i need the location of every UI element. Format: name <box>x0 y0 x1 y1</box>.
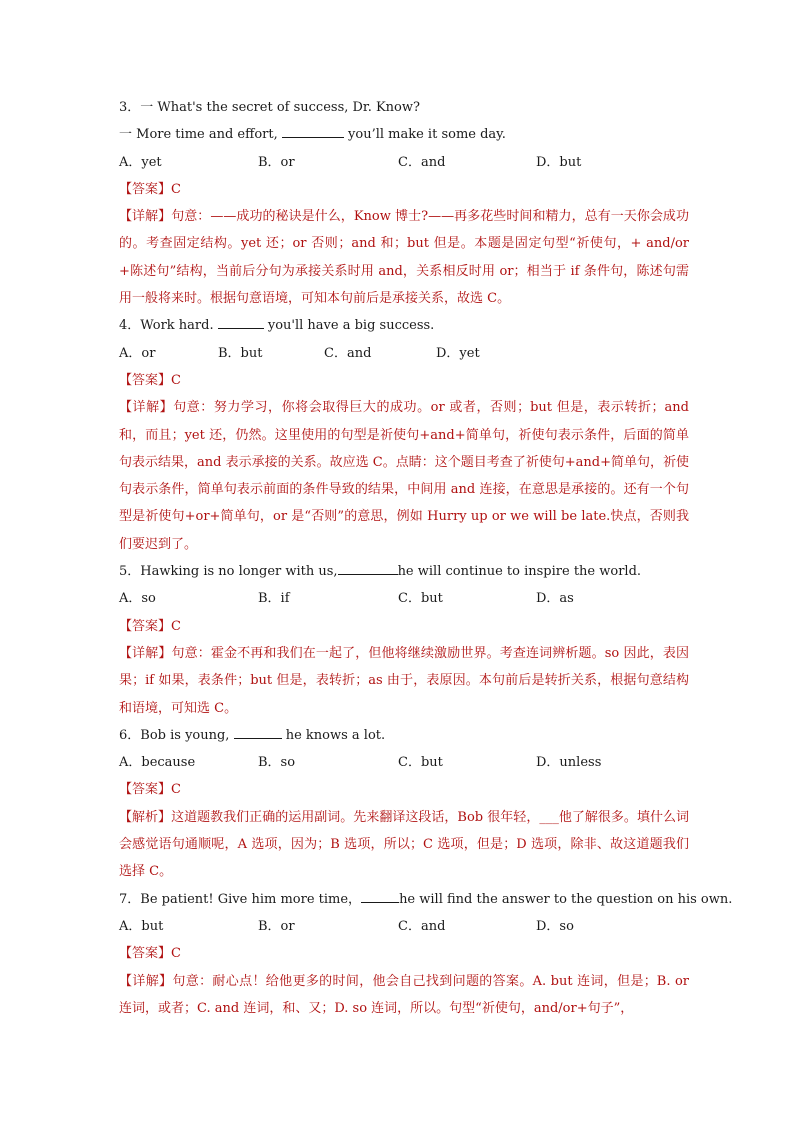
option-a: A．because <box>119 755 196 771</box>
option-d: D．as <box>536 591 574 607</box>
explanation: 【详解】句意：——成功的秘诀是什么，Know 博士?——再多花些时间和精力，总有一天你会成功的。考查固定结构。yet 还；or 否则；and 和；but 但是。本题是固定句型“祈使句，+ and/or +陈述句”结构，当前后分句为承接关系时用 and，关系相反时用 or；相当于 if 条件句，陈述句需用一般将来时。根据句意语境，可知本句前后是承接关系，故选 C。 <box>119 209 689 307</box>
option-d: D．yet <box>436 345 480 361</box>
question-stem: 7．Be patient! Give him more time， he will find the answer to the question on his own. <box>119 891 733 907</box>
options-row <box>119 149 689 176</box>
question-4 <box>119 312 689 558</box>
question-stem-reply: 一 More time and effort, you’ll make it some day. <box>119 127 506 143</box>
option-c: C．and <box>398 918 446 934</box>
option-c: C．but <box>398 755 443 771</box>
option-a: A．so <box>119 591 156 607</box>
explanation: 【详解】句意：耐心点！给他更多的时间，他会自己找到问题的答案。A. but 连词，但是；B. or 连词，或者；C. and 连词，和、又；D. so 连词，所以。句型“祈使句，and/or+句子”， <box>119 973 689 1016</box>
option-c: C．but <box>398 591 443 607</box>
option-a: A．yet <box>119 154 162 170</box>
answer-blank <box>282 125 344 138</box>
answer-blank <box>338 562 398 575</box>
options-row <box>119 749 689 776</box>
option-d: D．unless <box>536 755 602 771</box>
option-c: C．and <box>398 154 446 170</box>
option-b: B．or <box>258 154 295 170</box>
answer-blank <box>218 316 264 329</box>
options-row <box>119 913 689 940</box>
option-b: B．if <box>258 591 290 607</box>
answer-line: 【答案】C <box>119 372 181 388</box>
question-stem: 5．Hawking is no longer with us, he will continue to inspire the world. <box>119 564 642 580</box>
answer-line: 【答案】C <box>119 181 181 197</box>
answer-blank <box>234 726 282 739</box>
answer-blank <box>361 890 399 903</box>
question-3 <box>119 94 689 312</box>
option-d: D．so <box>536 918 574 934</box>
option-b: B．so <box>258 755 296 771</box>
worksheet-page <box>119 94 733 1022</box>
option-d: D．but <box>536 154 582 170</box>
question-stem: 6．Bob is young, he knows a lot. <box>119 727 386 743</box>
options-row <box>119 340 689 367</box>
option-a: A．but <box>119 918 164 934</box>
answer-line: 【答案】C <box>119 782 181 798</box>
question-6 <box>119 722 689 886</box>
explanation: 【详解】句意：霍金不再和我们在一起了，但他将继续激励世界。考查连词辨析题。so 因此，表因果；if 如果，表条件；but 但是，表转折；as 由于，表原因。本句前后是转折关系，根据句意结构和语境，可知选 C。 <box>119 645 689 716</box>
question-stem: 4．Work hard. you'll have a big success. <box>119 318 435 334</box>
option-c: C．and <box>324 345 372 361</box>
options-row <box>119 585 689 612</box>
question-7 <box>119 886 733 1022</box>
explanation: 【解析】这道题教我们正确的运用副词。先来翻译这段话，Bob 很年轻，___他了解很多。填什么词会感觉语句通顺呢，A 选项，因为；B 选项，所以；C 选项，但是；D 选项，除非、故这道题我们选择 C。 <box>119 809 689 880</box>
option-a: A．or <box>119 345 156 361</box>
answer-line: 【答案】C <box>119 946 181 962</box>
answer-line: 【答案】C <box>119 618 181 634</box>
question-5 <box>119 558 689 722</box>
option-b: B．but <box>218 345 263 361</box>
option-b: B．or <box>258 918 295 934</box>
explanation: 【详解】句意：努力学习，你将会取得巨大的成功。or 或者，否则；but 但是，表示转折；and 和，而且；yet 还，仍然。这里使用的句型是祈使句+and+简单句，祈使句表示条件，后面的简单句表示结果，and 表示承接的关系。故应选 C。点睛：这个题目考查了祈使句+and+简单句，祈使句表示条件，简单句表示前面的条件导致的结果，中间用 and 连接，在意思是承接的。还有一个句型是祈使句+or+简单句，or 是“否则”的意思，例如 Hurry up or we will be late.快点，否则我们要迟到了。 <box>119 400 689 552</box>
question-stem: 3．一 What's the secret of success, Dr. Know? <box>119 100 420 115</box>
